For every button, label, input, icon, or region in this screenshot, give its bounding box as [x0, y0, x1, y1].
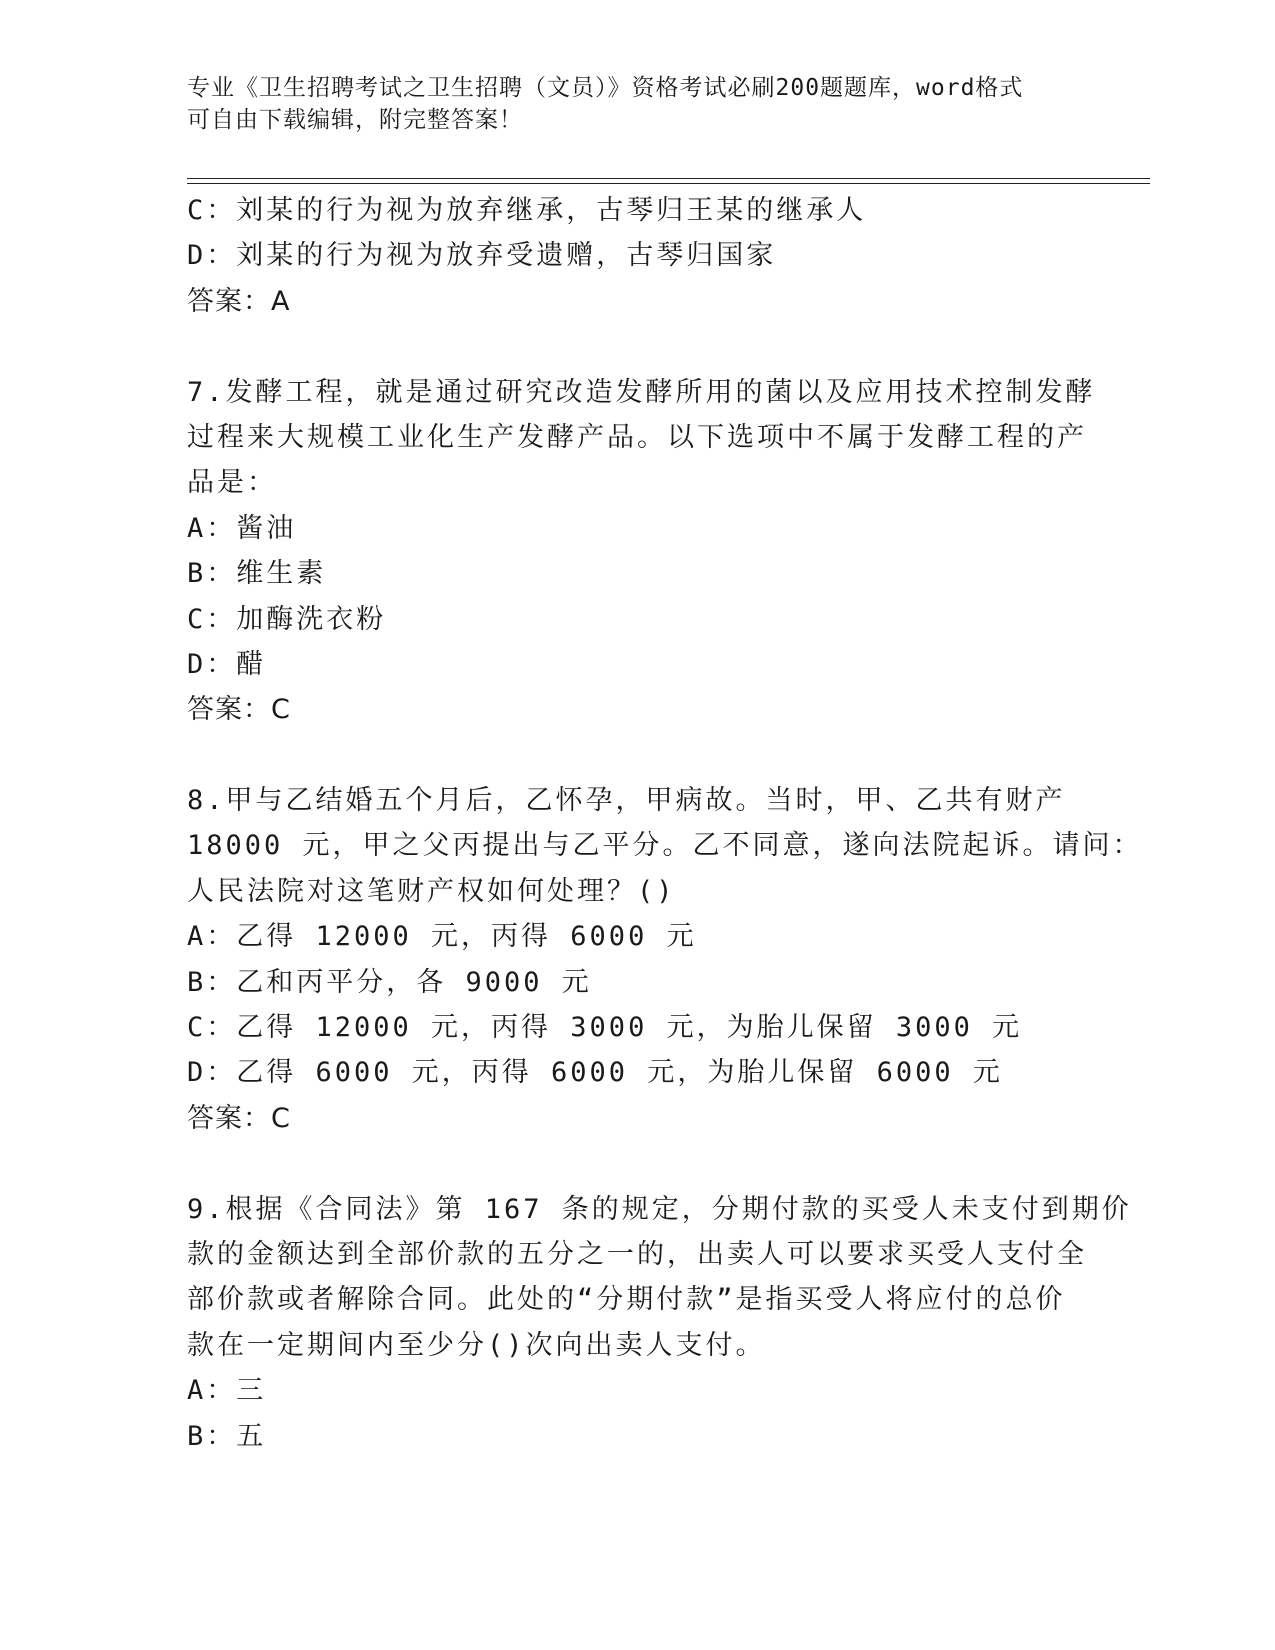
option-b: B：乙和丙平分，各 9000 元 [187, 966, 592, 998]
question-8 [187, 778, 1143, 1141]
question-text-line: 9.根据《合同法》第 167 条的规定，分期付款的买受人未支付到期价 [187, 1193, 1132, 1225]
question-text-line: 部价款或者解除合同。此处的“分期付款”是指买受人将应付的总价 [187, 1284, 1066, 1316]
option-c: C：刘某的行为视为放弃继承，古琴归王某的继承人 [187, 195, 867, 226]
question-6-tail [187, 188, 1067, 324]
question-text-line: 人民法院对这笔财产权如何处理？() [187, 875, 676, 907]
option-a: A：乙得 12000 元，丙得 6000 元 [187, 921, 697, 953]
question-text-line: 7.发酵工程，就是通过研究改造发酵所用的菌以及应用技术控制发酵 [187, 376, 1096, 408]
option-b: B：五 [187, 1420, 267, 1452]
spacer [187, 324, 1067, 369]
option-a: A：酱油 [187, 512, 297, 544]
header-line-2: 可自由下载编辑，附完整答案！ [187, 107, 523, 133]
question-text-line: 款的金额达到全部价款的五分之一的，出卖人可以要求买受人支付全 [187, 1238, 1087, 1270]
question-text-line: 品是： [187, 467, 277, 499]
option-d: D：醋 [187, 648, 267, 680]
question-7 [187, 370, 1096, 733]
spacer [187, 733, 1067, 778]
option-c: C：加酶洗衣粉 [187, 603, 387, 635]
answer-label: 答案：A [187, 285, 291, 317]
answer-label: 答案：C [187, 694, 291, 726]
header-divider-top [187, 178, 1150, 179]
header-divider-bottom [187, 183, 1150, 184]
document-header [187, 72, 1077, 136]
question-text-line: 8.甲与乙结婚五个月后，乙怀孕，甲病故。当时，甲、乙共有财产 [187, 785, 1066, 817]
question-text-line: 18000 元，甲之父丙提出与乙平分。乙不同意，遂向法院起诉。请问： [187, 830, 1143, 862]
question-text-line: 款在一定期间内至少分()次向出卖人支付。 [187, 1329, 766, 1361]
option-b: B：维生素 [187, 558, 327, 590]
option-a: A：三 [187, 1375, 267, 1407]
option-c: C：乙得 12000 元，丙得 3000 元，为胎儿保留 3000 元 [187, 1012, 1023, 1044]
answer-label: 答案：C [187, 1102, 291, 1134]
spacer [187, 1141, 1067, 1186]
question-9 [187, 1187, 1132, 1459]
option-d: D：刘某的行为视为放弃受遗赠，古琴归国家 [187, 240, 777, 272]
header-line-1: 专业《卫生招聘考试之卫生招聘（文员）》资格考试必刷200题题库，word格式 [187, 75, 1024, 101]
option-d: D：乙得 6000 元，丙得 6000 元，为胎儿保留 6000 元 [187, 1057, 1003, 1089]
question-text-line: 过程来大规模工业化生产发酵产品。以下选项中不属于发酵工程的产 [187, 421, 1087, 453]
question-content [187, 188, 1143, 1459]
